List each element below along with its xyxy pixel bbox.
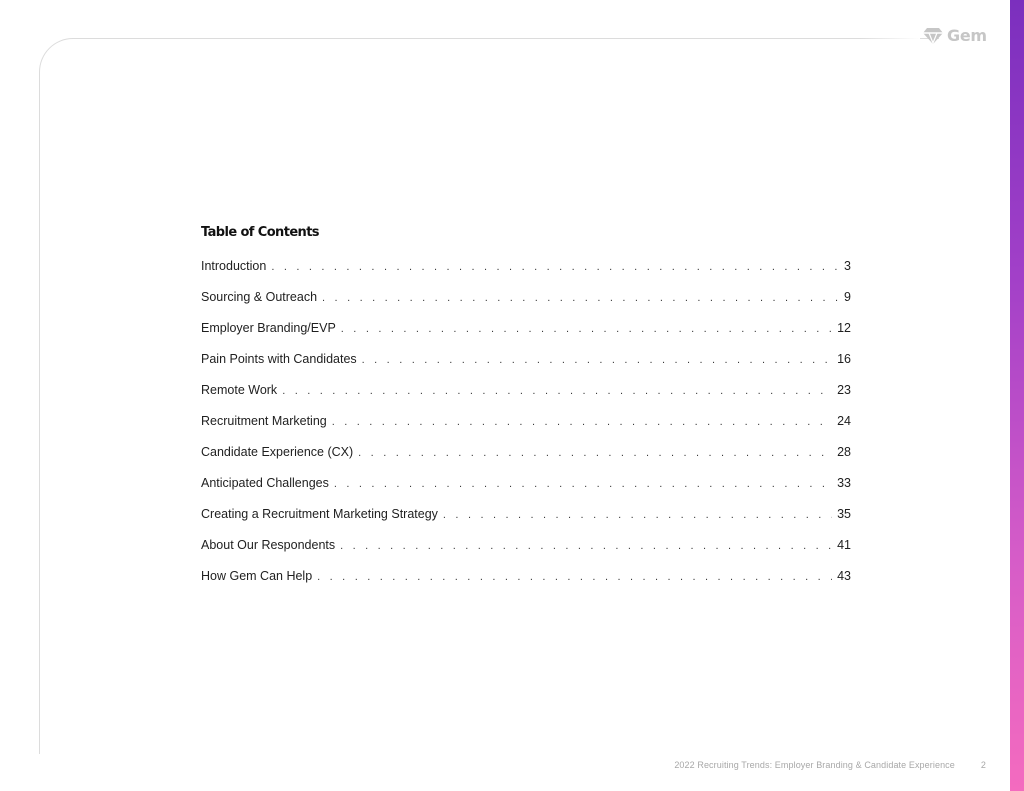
- footer-report-title: 2022 Recruiting Trends: Employer Branding & Candidate Experience: [674, 760, 955, 770]
- toc-item-page: 12: [837, 321, 851, 335]
- gem-diamond-icon: [922, 27, 944, 45]
- toc-dot-leader: [271, 258, 839, 276]
- toc-item[interactable]: [201, 536, 851, 567]
- toc-item-label: Pain Points with Candidates: [201, 352, 357, 366]
- toc-item-page: 41: [837, 538, 851, 552]
- toc-item-label: Anticipated Challenges: [201, 476, 329, 490]
- table-of-contents: [201, 224, 851, 598]
- toc-dot-leader: [443, 506, 832, 524]
- toc-item-page: 43: [837, 569, 851, 583]
- page-footer: [674, 760, 986, 770]
- toc-item-label: About Our Respondents: [201, 538, 336, 552]
- toc-item-page: 16: [837, 352, 851, 366]
- toc-list: [201, 257, 851, 598]
- toc-title: Table of Contents: [201, 225, 319, 240]
- toc-item-label: Remote Work: [201, 383, 278, 397]
- toc-item[interactable]: [201, 319, 851, 350]
- toc-dot-leader: [341, 320, 832, 338]
- toc-item[interactable]: [201, 443, 851, 474]
- toc-item-label: Introduction: [201, 259, 267, 273]
- toc-dot-leader: [322, 289, 839, 307]
- toc-item[interactable]: [201, 474, 851, 505]
- toc-item-label: Creating a Recruitment Marketing Strategy: [201, 507, 438, 521]
- toc-item-page: 35: [837, 507, 851, 521]
- toc-dot-leader: [358, 444, 832, 462]
- toc-item-page: 3: [844, 259, 851, 273]
- toc-item-page: 33: [837, 476, 851, 490]
- toc-item[interactable]: [201, 412, 851, 443]
- toc-dot-leader: [334, 475, 832, 493]
- footer-page-number: 2: [980, 760, 986, 770]
- toc-item[interactable]: [201, 257, 851, 288]
- toc-item[interactable]: [201, 567, 851, 598]
- toc-item-page: 24: [837, 414, 851, 428]
- accent-gradient-bar: [1010, 0, 1024, 791]
- frame-fade: [860, 36, 920, 40]
- toc-item-label: How Gem Can Help: [201, 569, 313, 583]
- toc-item-label: Recruitment Marketing: [201, 414, 327, 428]
- toc-dot-leader: [362, 351, 832, 369]
- logo-text: Gem: [947, 26, 987, 45]
- toc-item-page: 9: [844, 290, 851, 304]
- toc-item[interactable]: [201, 288, 851, 319]
- toc-item-page: 23: [837, 383, 851, 397]
- toc-item-label: Employer Branding/EVP: [201, 321, 336, 335]
- toc-item[interactable]: [201, 505, 851, 536]
- toc-dot-leader: [332, 413, 832, 431]
- toc-dot-leader: [282, 382, 832, 400]
- toc-item-page: 28: [837, 445, 851, 459]
- gem-logo: [922, 26, 987, 45]
- toc-item[interactable]: [201, 350, 851, 381]
- toc-item[interactable]: [201, 381, 851, 412]
- toc-item-label: Candidate Experience (CX): [201, 445, 354, 459]
- toc-dot-leader: [317, 568, 832, 586]
- toc-item-label: Sourcing & Outreach: [201, 290, 318, 304]
- toc-dot-leader: [340, 537, 832, 555]
